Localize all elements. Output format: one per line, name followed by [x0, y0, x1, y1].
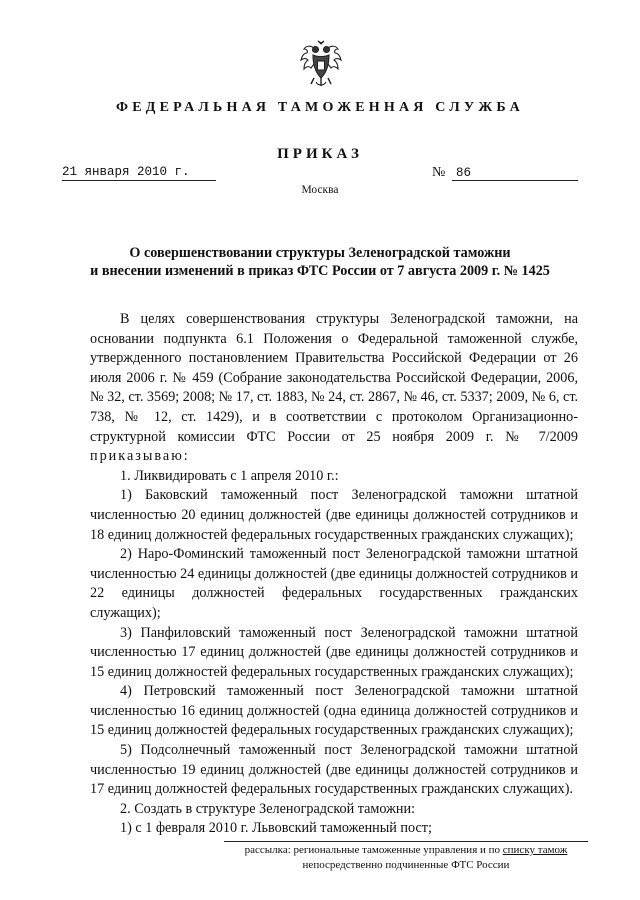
distribution-prefix: рассылка: региональные таможенные управления и по — [244, 844, 501, 856]
item-1-subitem: 2) Наро-Фоминский таможенный пост Зеленоградской таможни штатной численностью 24 единицы должностей (две единицы должностей сотрудников и 22 единицы должностей федеральных государственных гражданских служащих); — [90, 546, 578, 621]
document-type: ПРИКАЗ — [277, 146, 363, 162]
item-1-subitem: 5) Подсолнечный таможенный пост Зеленоградской таможни штатной численностью 19 единиц должностей (две единицы должностей сотрудников и 17 единиц должностей федеральных государственных гражданских служащих). — [90, 742, 578, 798]
heading-line-1: О совершенствовании структуры Зеленоградской таможни — [129, 245, 511, 261]
city: Москва — [301, 184, 339, 196]
item-1-subitem: 3) Панфиловский таможенный пост Зеленоградской таможни штатной численностью 17 единиц должностей (две единицы должностей сотрудников и 15 единиц должностей федеральных государственных гражданских служащих); — [90, 624, 578, 680]
number-underline — [452, 180, 578, 181]
date-underline — [62, 180, 216, 181]
item-2: 2. Создать в структуре Зеленоградской таможни: — [120, 800, 416, 817]
distribution-line-2: непосредственно подчиненные ФТС России — [302, 859, 510, 871]
footer-separator — [224, 841, 588, 842]
order-date: 21 января 2010 г. — [62, 165, 190, 179]
item-1-subitem: 1) Баковский таможенный пост Зеленоградской таможни штатной численностью 20 единиц должностей (две единицы должностей сотрудников и 18 единиц должностей федеральных государственных гражданских служащих); — [90, 487, 578, 543]
coat-of-arms-emblem-icon — [298, 40, 344, 92]
heading-line-2: и внесении изменений в приказ ФТС России от 7 августа 2009 г. № 1425 — [90, 263, 550, 279]
distribution-note — [224, 843, 588, 873]
item-1: 1. Ликвидировать с 1 апреля 2010 г.: — [120, 467, 339, 484]
order-number: 86 — [456, 166, 472, 180]
distribution-list-link: списку тамож — [502, 844, 568, 856]
preamble-paragraph — [90, 310, 578, 467]
order-heading — [60, 244, 580, 280]
item-2-subitem: 1) с 1 февраля 2010 г. Львовский таможенный пост; — [120, 820, 432, 837]
order-number-label: № — [432, 165, 446, 180]
item-1-subitem: 4) Петровский таможенный пост Зеленоградской таможни штатной численностью 16 единиц должностей (одна единица должностей сотрудников и 15 единиц должностей федеральных государственных гражданских служащих); — [90, 683, 578, 739]
order-word: приказываю: — [90, 448, 190, 465]
organization-name: ФЕДЕРАЛЬНАЯ ТАМОЖЕННАЯ СЛУЖБА — [116, 100, 524, 115]
preamble-text: В целях совершенствования структуры Зеленоградской таможни, на основании подпункта 6.1 Положения о Федеральной таможенной службе, утвержденного постановлением Правительства Российской Федерации от 26 июля 2006 г. № 459 (Собрание законодательства Российской Федерации, 2006, № 32, ст. 3569; 2008; № 17, ст. 1883, № 24, ст. 2867, № 46, ст. 5337; 2009, № 6, ст. 738, № 12, ст. 1429), и в соответствии с протоколом Организационно-структурной комиссии ФТС России от 25 ноября 2009 г. № 7/2009 — [90, 311, 578, 445]
order-body — [90, 310, 578, 839]
